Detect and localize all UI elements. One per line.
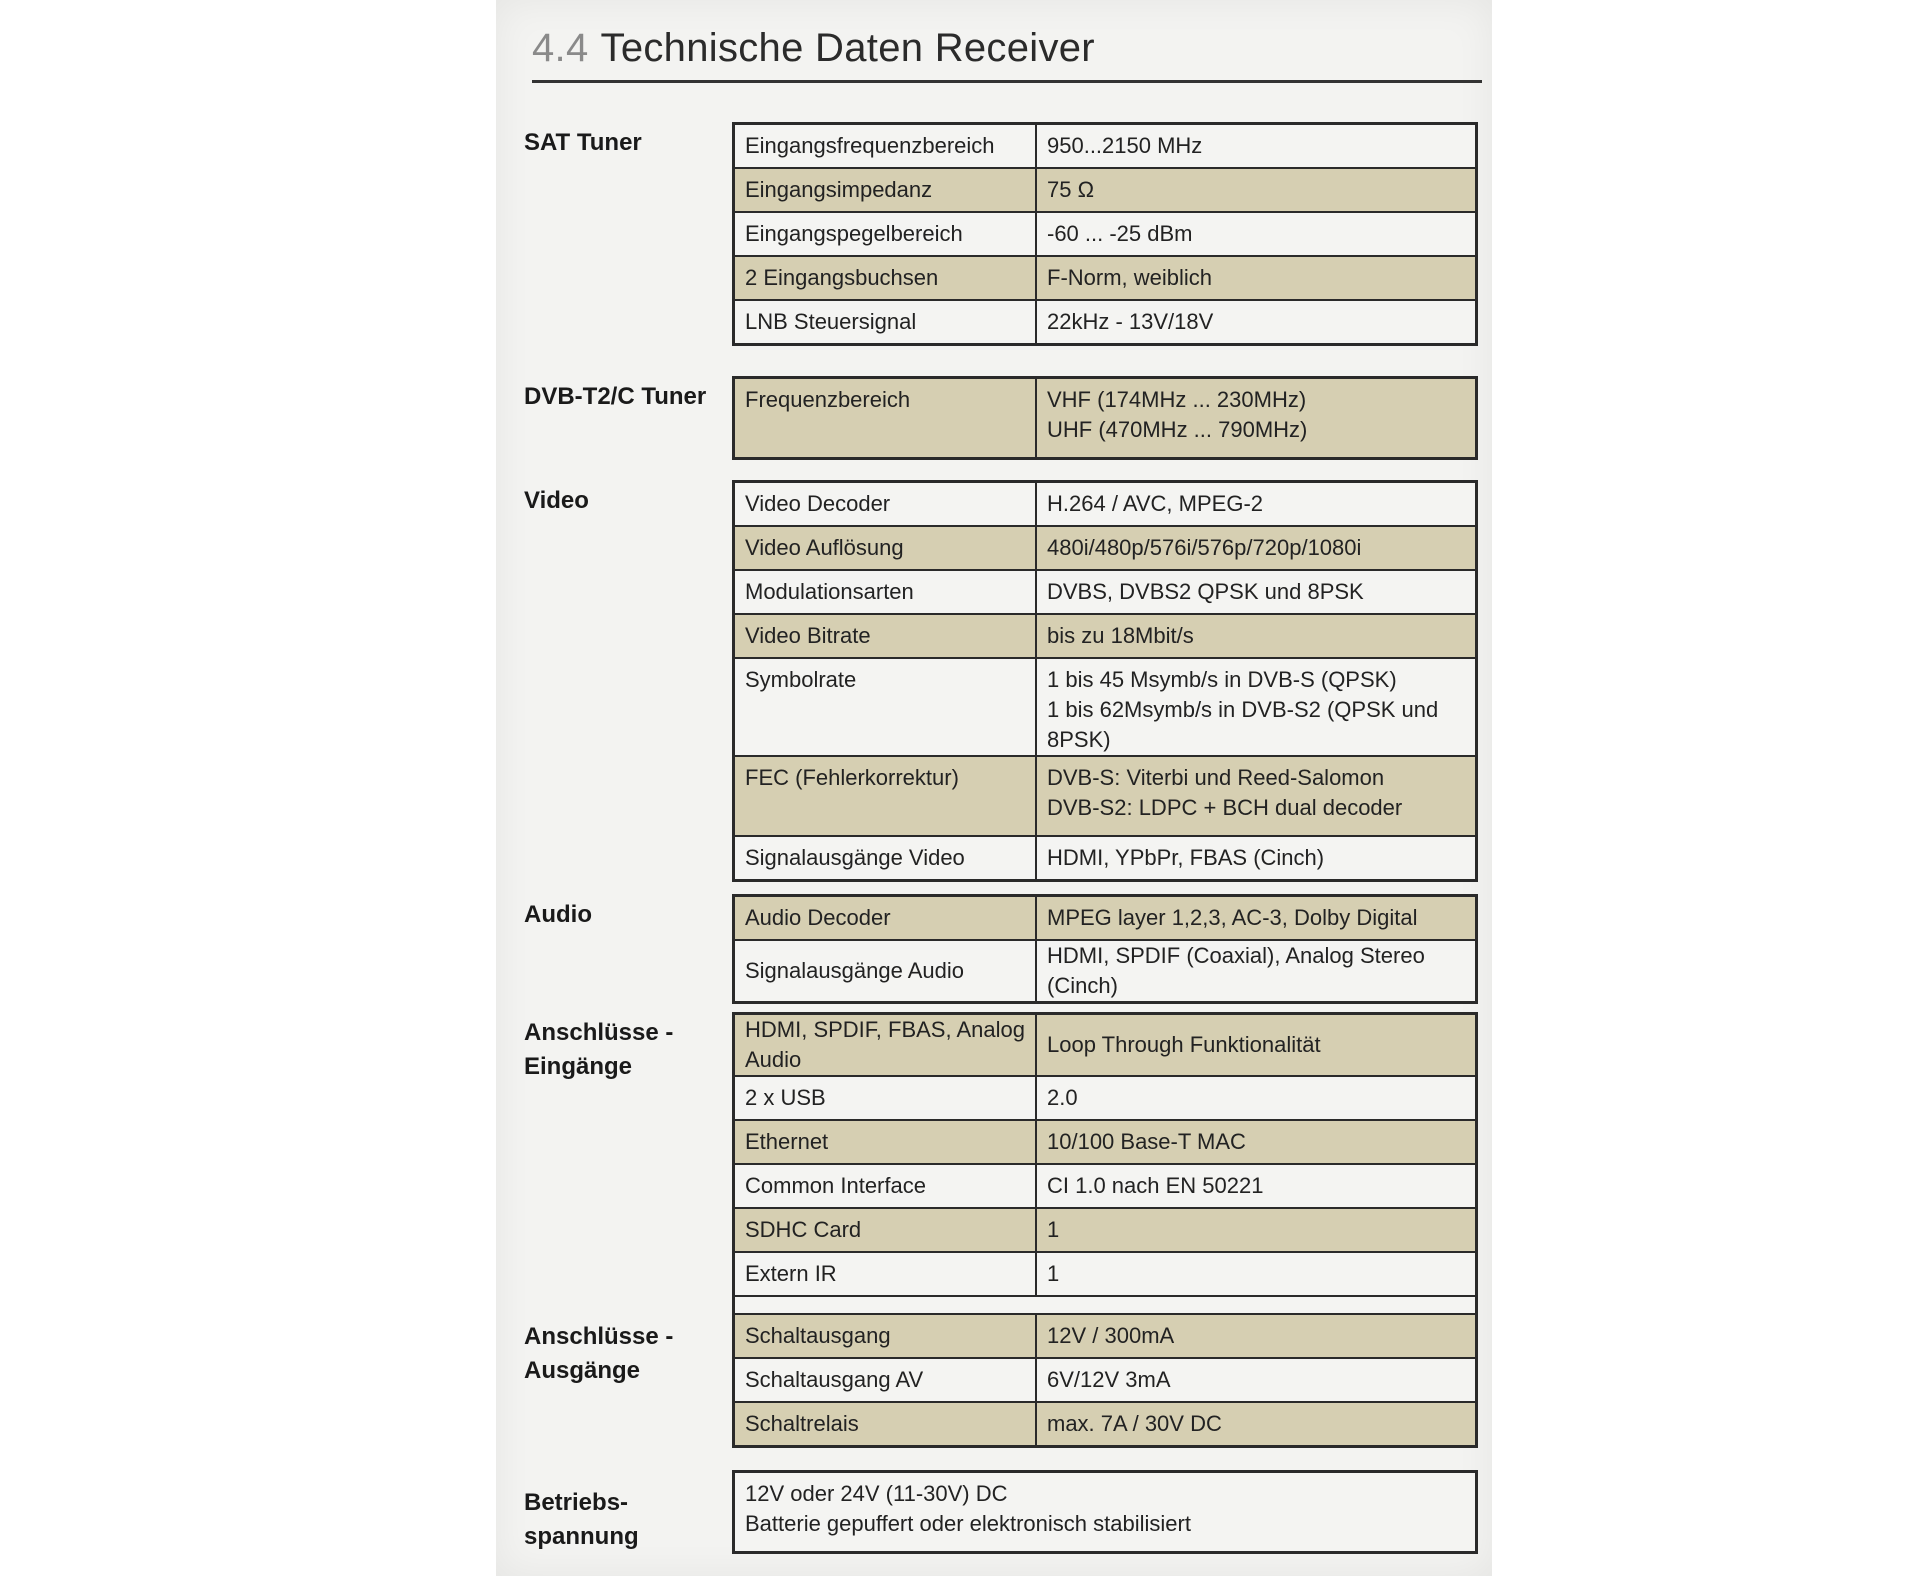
label-sat-tuner: SAT Tuner (524, 129, 642, 156)
spec-key: Modulationsarten (734, 570, 1037, 614)
table-row (734, 940, 1477, 1003)
spec-value-line: Batterie gepuffert oder elektronisch stabilisiert (745, 1511, 1191, 1536)
table-connections (732, 1012, 1478, 1448)
spec-key: Video Decoder (734, 482, 1037, 527)
section-title: Technische Daten Receiver (600, 26, 1095, 70)
spec-value: F-Norm, weiblich (1036, 256, 1477, 300)
spec-value (1036, 756, 1477, 836)
label-outputs (524, 1320, 724, 1388)
table-row (734, 1402, 1477, 1447)
label-power (524, 1486, 724, 1554)
spec-value-line: VHF (174MHz ... 230MHz) (1047, 387, 1307, 412)
spec-key: Signalausgänge Video (734, 836, 1037, 881)
spec-key: HDMI, SPDIF, FBAS, Analog Audio (734, 1014, 1037, 1077)
spec-key: 2 x USB (734, 1076, 1037, 1120)
label-line: Anschlüsse - (524, 1323, 674, 1350)
spec-key: Frequenzbereich (734, 378, 1037, 459)
table-row (734, 1252, 1477, 1296)
spec-value: 2.0 (1036, 1076, 1477, 1120)
label-line: Anschlüsse - (524, 1019, 674, 1046)
table-row (734, 1120, 1477, 1164)
spec-key: Common Interface (734, 1164, 1037, 1208)
spec-value: CI 1.0 nach EN 50221 (1036, 1164, 1477, 1208)
section-number: 4.4 (532, 26, 589, 70)
spec-value: 950...2150 MHz (1036, 124, 1477, 169)
spec-value: 12V / 300mA (1036, 1314, 1477, 1358)
table-row (734, 1472, 1477, 1553)
table-row (734, 1208, 1477, 1252)
spec-key: LNB Steuersignal (734, 300, 1037, 345)
spacer-cell (734, 1296, 1477, 1314)
label-line: spannung (524, 1523, 639, 1550)
spec-value: 6V/12V 3mA (1036, 1358, 1477, 1402)
spec-value: DVBS, DVBS2 QPSK und 8PSK (1036, 570, 1477, 614)
table-row (734, 614, 1477, 658)
spec-value-line: 1 bis 62Msymb/s in DVB-S2 (QPSK und 8PSK) (1047, 697, 1439, 752)
spec-value: 1 (1036, 1252, 1477, 1296)
table-sat-tuner (732, 122, 1478, 346)
label-video: Video (524, 487, 589, 514)
table-row (734, 658, 1477, 756)
spec-value: H.264 / AVC, MPEG-2 (1036, 482, 1477, 527)
spec-value-line: UHF (470MHz ... 790MHz) (1047, 417, 1308, 442)
spec-key: Eingangsfrequenzbereich (734, 124, 1037, 169)
manual-page (496, 0, 1492, 1576)
spec-value: 10/100 Base-T MAC (1036, 1120, 1477, 1164)
table-video (732, 480, 1478, 882)
spec-value: HDMI, YPbPr, FBAS (Cinch) (1036, 836, 1477, 881)
table-row (734, 526, 1477, 570)
table-row (734, 256, 1477, 300)
table-spacer-row (734, 1296, 1477, 1314)
spec-value-line: DVB-S: Viterbi und Reed-Salomon (1047, 765, 1385, 790)
spec-value (1036, 658, 1477, 756)
table-row (734, 482, 1477, 527)
spec-key: Symbolrate (734, 658, 1037, 756)
spec-value: max. 7A / 30V DC (1036, 1402, 1477, 1447)
spec-value: 480i/480p/576i/576p/720p/1080i (1036, 526, 1477, 570)
label-line: Ausgänge (524, 1357, 641, 1384)
spec-value: -60 ... -25 dBm (1036, 212, 1477, 256)
table-row (734, 1076, 1477, 1120)
spec-key: Eingangsimpedanz (734, 168, 1037, 212)
spec-key: Ethernet (734, 1120, 1037, 1164)
label-line: Eingänge (524, 1053, 633, 1080)
spec-value: MPEG layer 1,2,3, AC-3, Dolby Digital (1036, 896, 1477, 941)
table-row (734, 1314, 1477, 1358)
spec-key: Schaltausgang AV (734, 1358, 1037, 1402)
table-row (734, 212, 1477, 256)
heading-rule (532, 80, 1482, 83)
spec-value-line: DVB-S2: LDPC + BCH dual decoder (1047, 795, 1403, 820)
table-row (734, 836, 1477, 881)
table-row (734, 124, 1477, 169)
spec-key: Eingangspegelbereich (734, 212, 1037, 256)
table-row (734, 378, 1477, 459)
table-audio (732, 894, 1478, 1004)
section-heading (532, 26, 1095, 71)
spec-value: HDMI, SPDIF (Coaxial), Analog Stereo (Cinch) (1036, 940, 1477, 1003)
label-inputs (524, 1016, 724, 1084)
spec-value: 1 (1036, 1208, 1477, 1252)
label-dvbt2c-tuner: DVB-T2/C Tuner (524, 383, 707, 410)
spec-value (1036, 378, 1477, 459)
spec-value: 22kHz - 13V/18V (1036, 300, 1477, 345)
label-line: Betriebs- (524, 1489, 629, 1516)
table-row (734, 756, 1477, 836)
table-row (734, 1164, 1477, 1208)
table-row (734, 300, 1477, 345)
spec-key: 2 Eingangsbuchsen (734, 256, 1037, 300)
table-row (734, 1014, 1477, 1077)
spec-value: bis zu 18Mbit/s (1036, 614, 1477, 658)
spec-value: 75 Ω (1036, 168, 1477, 212)
spec-key: Audio Decoder (734, 896, 1037, 941)
spec-key: Video Bitrate (734, 614, 1037, 658)
label-audio: Audio (524, 901, 592, 928)
spec-key: Extern IR (734, 1252, 1037, 1296)
spec-value (734, 1472, 1477, 1553)
spec-value: Loop Through Funktionalität (1036, 1014, 1477, 1077)
table-row (734, 896, 1477, 941)
table-dvbt2c-tuner (732, 376, 1478, 460)
table-row (734, 1358, 1477, 1402)
spec-value-line: 1 bis 45 Msymb/s in DVB-S (QPSK) (1047, 667, 1397, 692)
table-power (732, 1470, 1478, 1554)
spec-key: Video Auflösung (734, 526, 1037, 570)
spec-key: FEC (Fehlerkorrektur) (734, 756, 1037, 836)
spec-key: Signalausgänge Audio (734, 940, 1037, 1003)
spec-value-line: 12V oder 24V (11-30V) DC (745, 1481, 1008, 1506)
spec-key: SDHC Card (734, 1208, 1037, 1252)
spec-key: Schaltausgang (734, 1314, 1037, 1358)
table-row (734, 570, 1477, 614)
table-row (734, 168, 1477, 212)
spec-key: Schaltrelais (734, 1402, 1037, 1447)
